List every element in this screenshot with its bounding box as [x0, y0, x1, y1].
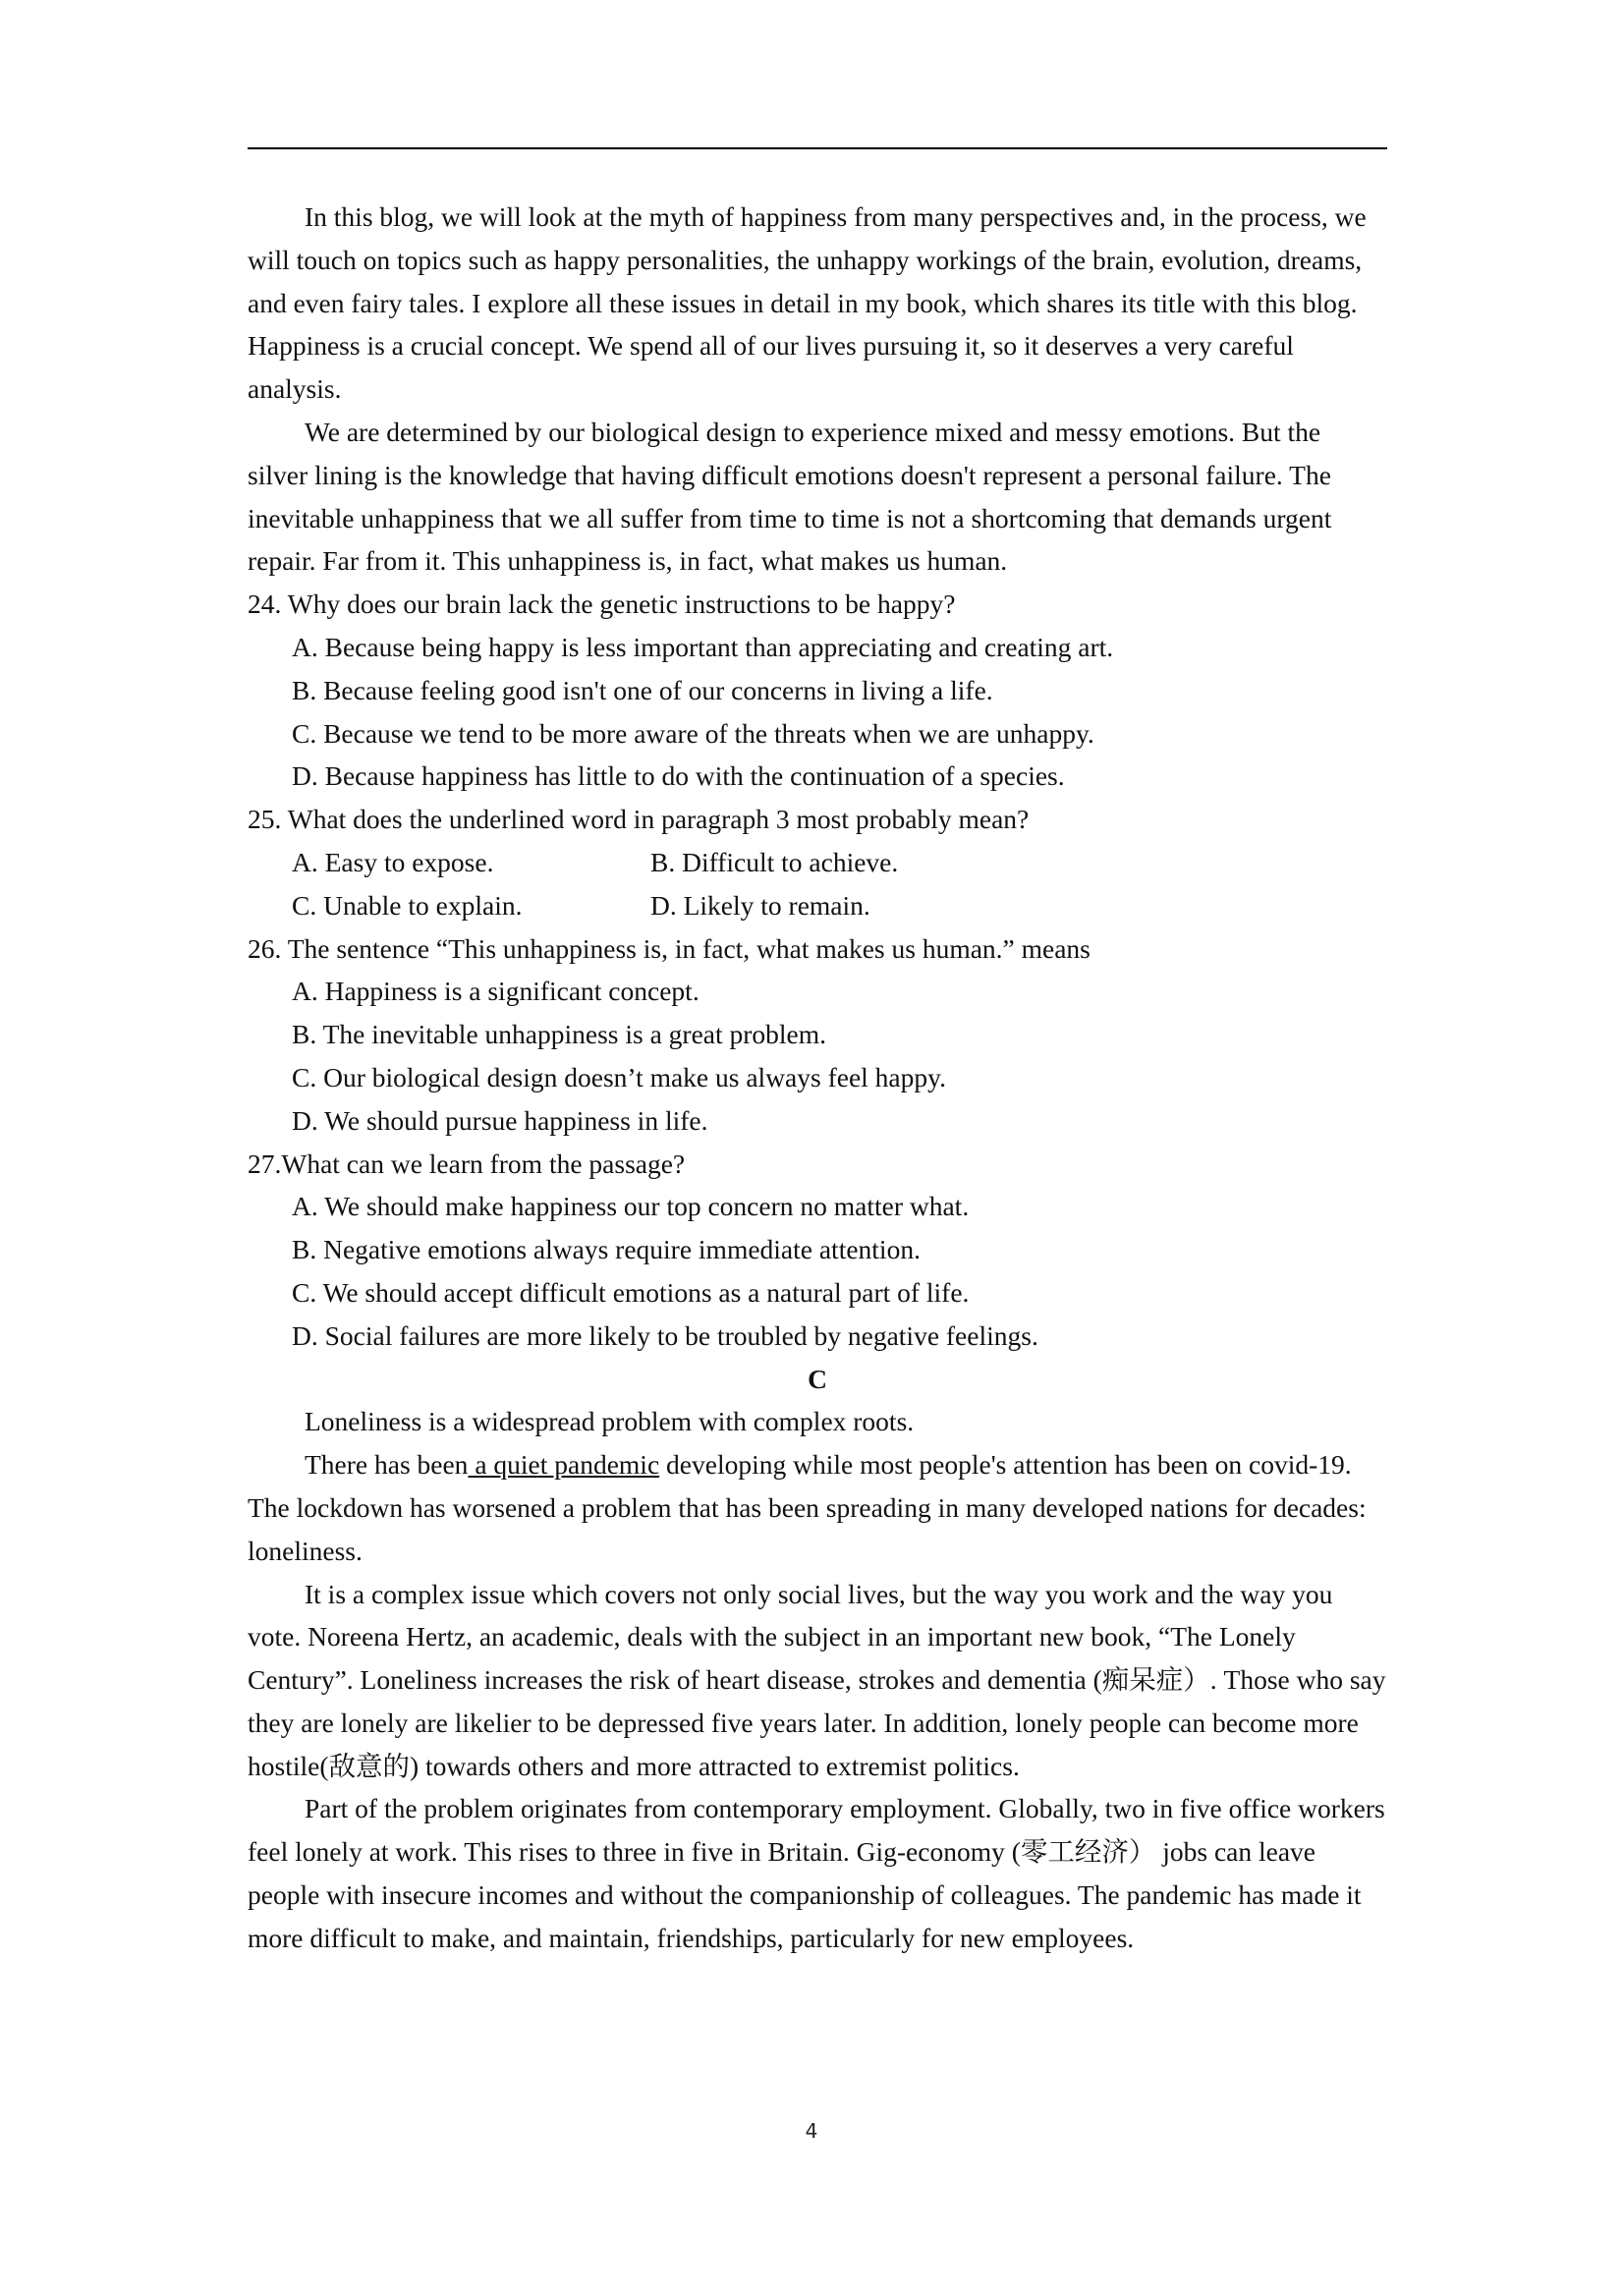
question-stem: 26. The sentence “This unhappiness is, in fact, what makes us human.” means [248, 932, 1091, 964]
passage-c-paragraph-3: It is a complex issue which covers not only social lives, but the way you work and the way you vote. Noreena Hertz, an academic, deals with the subject in an important new book, “The Lonely Century”. Loneliness increases the risk of heart disease, strokes and dementia (痴呆症）. Those who say they are lonely are likelier to be depressed five years later. In addition, lonely people can become more hostile(敌意的) towards others and more attracted to extremist politics. [248, 1578, 1386, 1781]
question-stem: 25. What does the underlined word in paragraph 3 most probably mean? [248, 804, 1030, 835]
option-b: B. The inevitable unhappiness is a great problem. [292, 1019, 827, 1050]
underlined-phrase: a quiet pandemic [468, 1449, 660, 1481]
option-b: B. Because feeling good isn't one of our concerns in living a life. [292, 674, 993, 705]
paragraph-text: developing while most people's attention has been on covid-19. The lockdown has worsened a problem that has been spreading in many developed nations for decades: loneliness. [248, 1449, 1367, 1566]
passage-b-paragraph-2: We are determined by our biological design to experience mixed and messy emotions. But the silver lining is the knowledge that having difficult emotions doesn't represent a personal failure. The inevitable unhappiness that we all suffer from time to time is not a shortcoming that demands urgent repair. Far from it. This unhappiness is, in fact, what makes us human. [248, 416, 1332, 577]
option-c: C. Our biological design doesn’t make us always feel happy. [292, 1061, 946, 1092]
option-b: B. Negative emotions always require immediate attention. [292, 1234, 921, 1265]
option-a: A. Happiness is a significant concept. [292, 976, 700, 1007]
passage-c-paragraph-2 [248, 1443, 1387, 1572]
paragraph-text: There has been [305, 1449, 469, 1481]
option-b: B. Difficult to achieve. [650, 846, 899, 877]
question-stem: 24. Why does our brain lack the genetic instructions to be happy? [248, 588, 956, 620]
option-c: C. Unable to explain. [292, 889, 523, 921]
passage-c-paragraph-4: Part of the problem originates from contemporary employment. Globally, two in five office workers feel lonely at work. This rises to three in five in Britain. Gig-economy (零工经济） jobs can leave people with insecure incomes and without the companionship of colleagues. The pandemic has made it more difficult to make, and maintain, friendships, particularly for new employees. [248, 1793, 1385, 1953]
page-content [248, 196, 1387, 1960]
header-rule [248, 147, 1387, 149]
passage-c-paragraph-1: Loneliness is a widespread problem with complex roots. [305, 1406, 915, 1437]
option-a: A. We should make happiness our top concern no matter what. [292, 1191, 970, 1222]
option-row [248, 884, 1387, 927]
option-d: D. Because happiness has little to do with the continuation of a species. [292, 760, 1065, 792]
question-25 [248, 798, 1387, 926]
passage-b-paragraph-1: In this blog, we will look at the myth of happiness from many perspectives and, in the process, we will touch on topics such as happy personalities, the unhappy workings of the brain, evolution, dreams, and even fairy tales. I explore all these issues in detail in my book, which shares its title with this blog. Happiness is a crucial concept. We spend all of our lives pursuing it, so it deserves a very careful analysis. [248, 201, 1367, 405]
option-d: D. Social failures are more likely to be troubled by negative feelings. [292, 1319, 1038, 1351]
question-26 [248, 927, 1387, 1143]
question-27 [248, 1143, 1387, 1358]
passage-c-heading: C [808, 1363, 827, 1394]
page-number: 4 [805, 2119, 818, 2143]
option-row [248, 841, 1387, 884]
option-c: C. Because we tend to be more aware of the threats when we are unhappy. [292, 717, 1094, 749]
question-stem: 27.What can we learn from the passage? [248, 1148, 686, 1179]
question-24 [248, 583, 1387, 798]
option-a: A. Because being happy is less important than appreciating and creating art. [292, 631, 1114, 662]
option-d: D. We should pursue happiness in life. [292, 1104, 708, 1136]
option-c: C. We should accept difficult emotions as a natural part of life. [292, 1276, 970, 1308]
option-a: A. Easy to expose. [292, 846, 494, 877]
option-d: D. Likely to remain. [650, 889, 870, 921]
